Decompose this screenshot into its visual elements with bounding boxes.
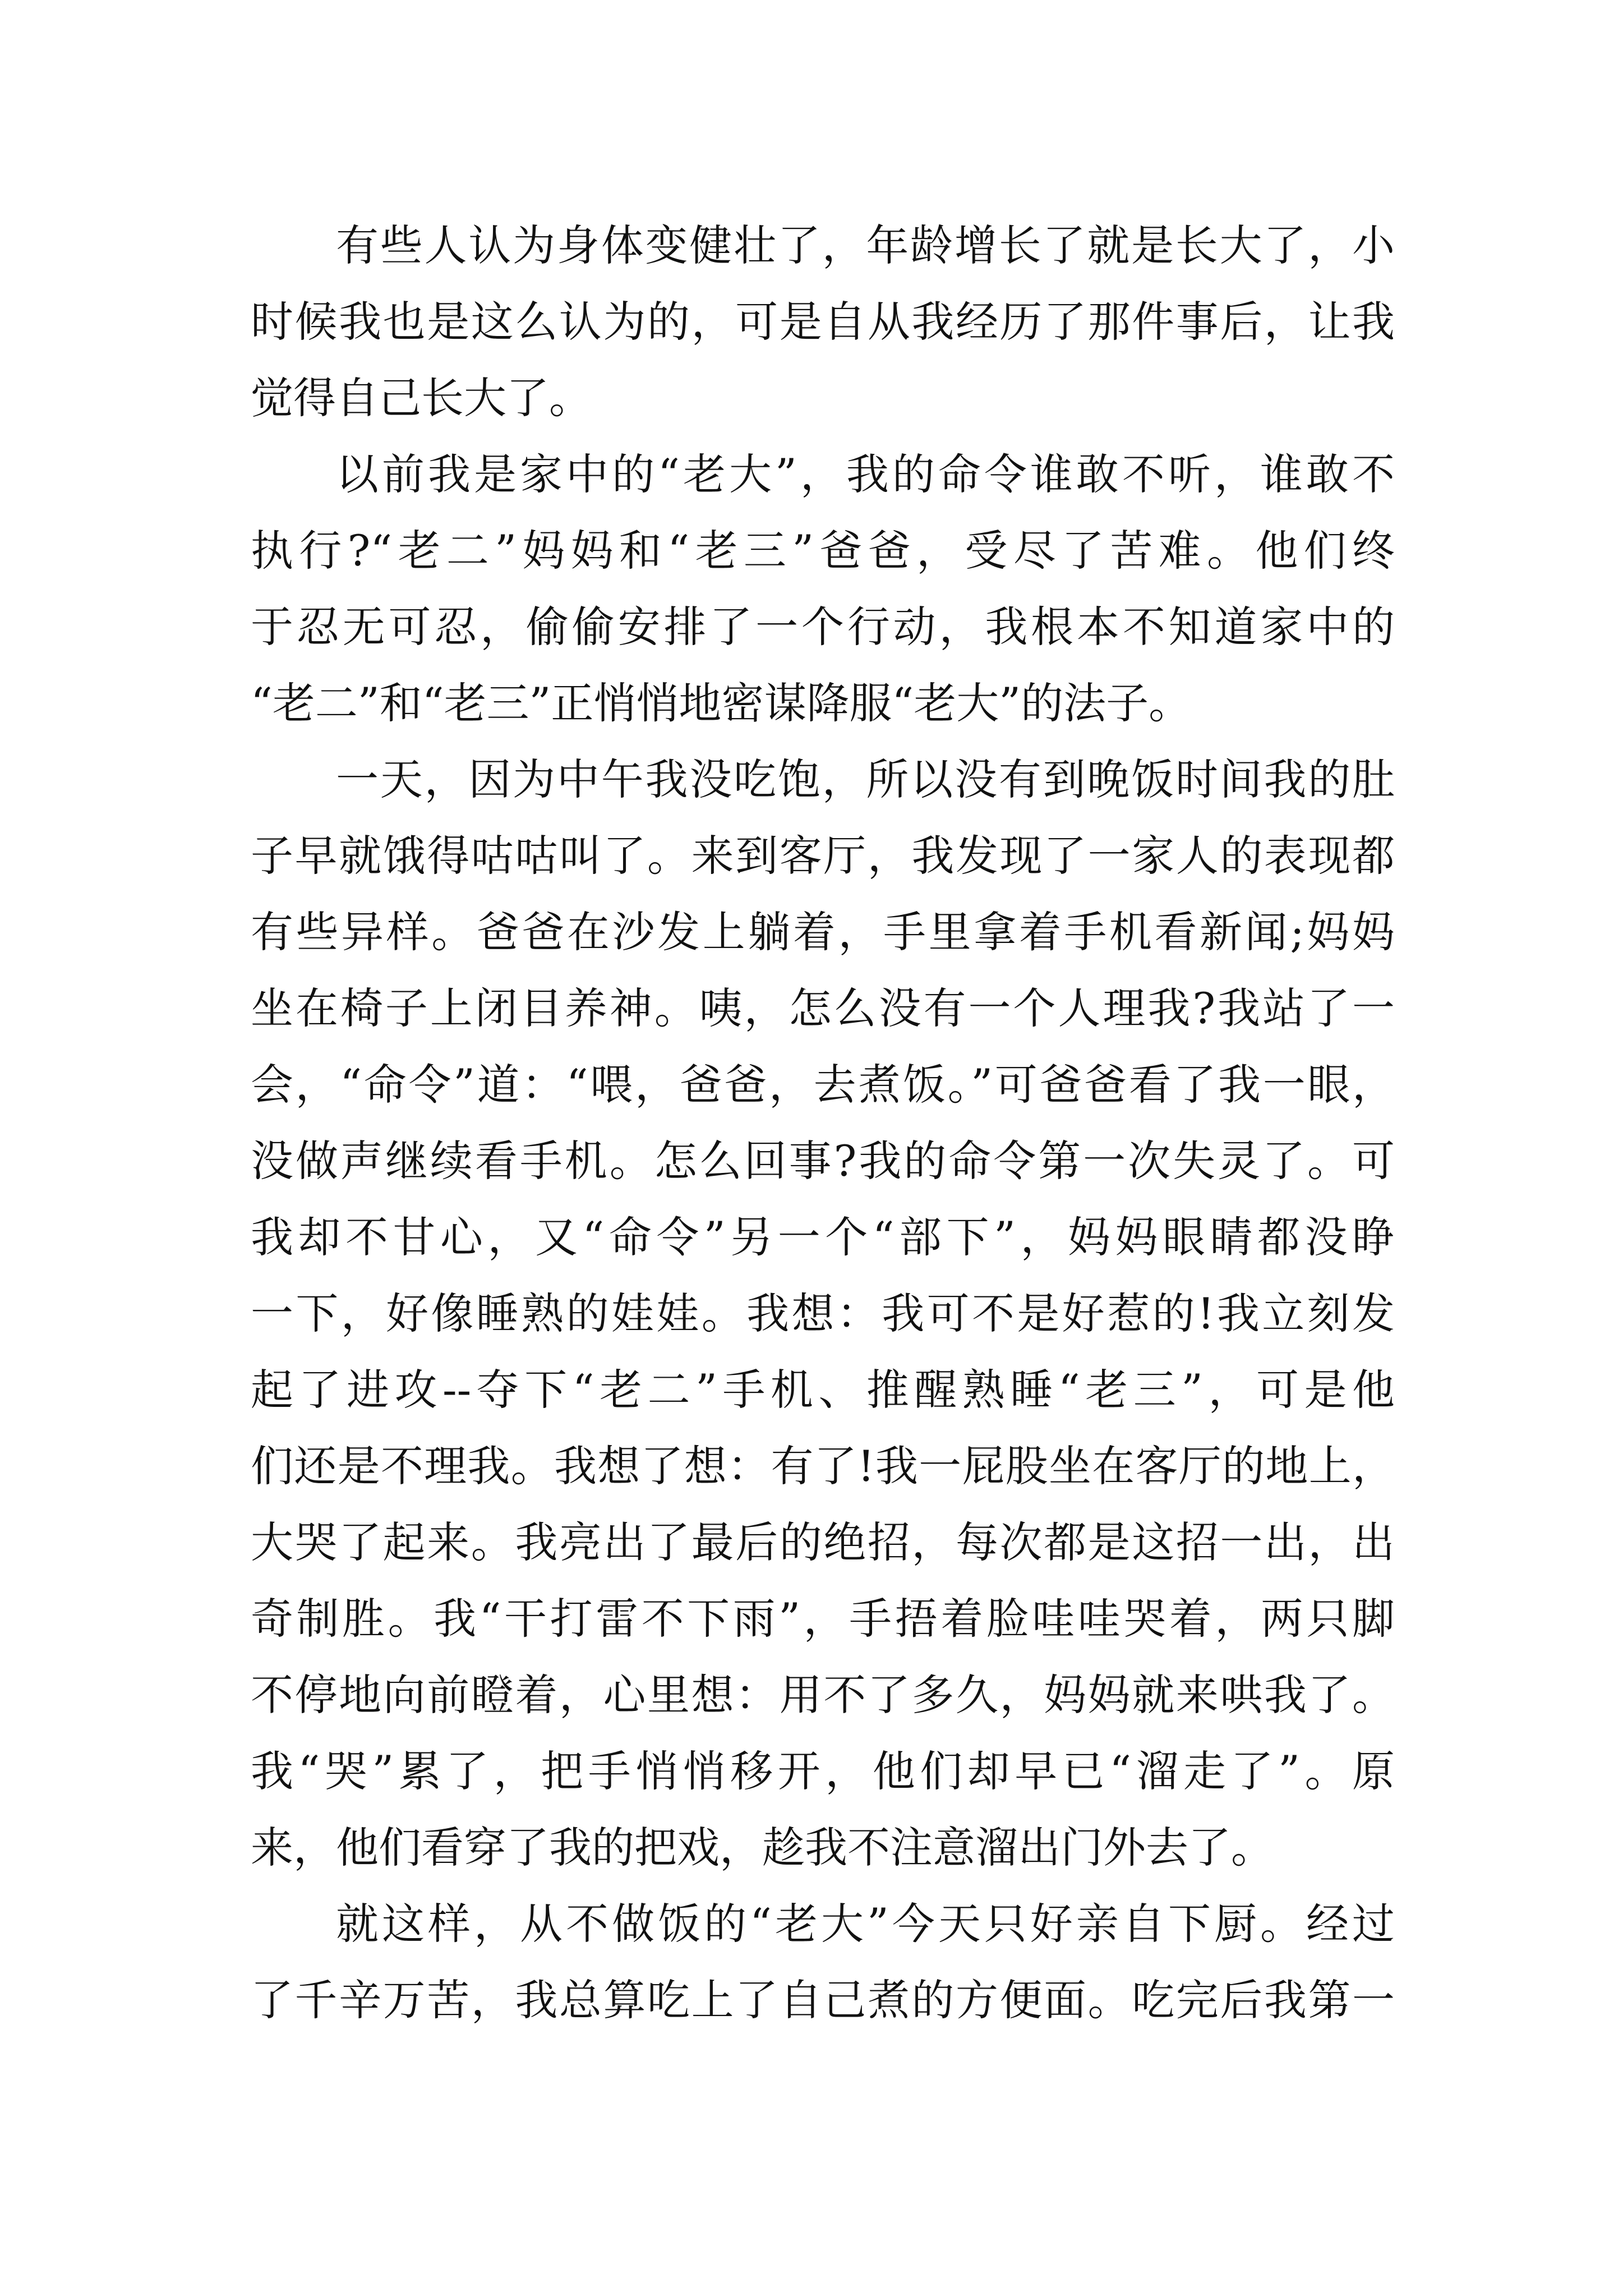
paragraph — [251, 436, 1395, 742]
text-line: 来，他们看穿了我的把戏，趁我不注意溜出门外去了。 — [251, 1823, 1274, 1872]
text-line: 就这样，从不做饭的“老大”今天只好亲自下厨。经过 — [336, 1899, 1395, 1949]
text-line: 坐在椅子上闭目养神。咦，怎么没有一个人理我?我站了一 — [251, 983, 1395, 1033]
text-line: 们还是不理我。我想了想：有了!我一屁股坐在客厅的地上， — [251, 1441, 1395, 1491]
text-line: 以前我是家中的“老大”，我的命令谁敢不听，谁敢不 — [336, 449, 1395, 499]
text-line: 奇制胜。我“干打雷不下雨”，手捂着脸哇哇哭着，两只脚 — [251, 1594, 1395, 1644]
text-line: 我却不甘心，又“命令”另一个“部下”，妈妈眼睛都没睁 — [251, 1212, 1395, 1262]
text-line: 大哭了起来。我亮出了最后的绝招，每次都是这招一出，出 — [251, 1517, 1395, 1567]
text-line: 我“哭”累了，把手悄悄移开，他们却早已“溜走了”。原 — [251, 1746, 1395, 1796]
text-line: 起了进攻--夺下“老二”手机、推醒熟睡“老三”，可是他 — [251, 1365, 1395, 1415]
text-line: 觉得自己长大了。 — [251, 373, 592, 423]
text-line: 一天，因为中午我没吃饱，所以没有到晚饭时间我的肚 — [336, 754, 1395, 804]
paragraph — [251, 208, 1395, 436]
text-line: 没做声继续看手机。怎么回事?我的命令第一次失灵了。可 — [251, 1136, 1395, 1186]
essay-body — [251, 208, 1395, 2039]
text-line: 会，“命令”道：“喂，爸爸，去煮饭。”可爸爸看了我一眼， — [251, 1060, 1395, 1110]
paragraph — [251, 1886, 1395, 2039]
text-line: 了千辛万苦，我总算吃上了自己煮的方便面。吃完后我第一 — [251, 1975, 1395, 2025]
text-line: 有些异样。爸爸在沙发上躺着，手里拿着手机看新闻;妈妈 — [251, 907, 1395, 957]
text-line: 有些人认为身体变健壮了，年龄增长了就是长大了，小 — [336, 220, 1395, 270]
text-line: 一下，好像睡熟的娃娃。我想：我可不是好惹的!我立刻发 — [251, 1289, 1395, 1338]
text-line: “老二”和“老三”正悄悄地密谋降服“老大”的法子。 — [251, 678, 1192, 728]
text-line: 时候我也是这么认为的，可是自从我经历了那件事后，让我 — [251, 297, 1395, 347]
text-line: 执行?“老二”妈妈和“老三”爸爸，受尽了苦难。他们终 — [251, 526, 1395, 576]
text-line: 不停地向前瞪着，心里想：用不了多久，妈妈就来哄我了。 — [251, 1670, 1395, 1720]
text-line: 于忍无可忍，偷偷安排了一个行动，我根本不知道家中的 — [251, 602, 1395, 652]
text-line: 子早就饿得咕咕叫了。来到客厅，我发现了一家人的表现都 — [251, 831, 1395, 881]
paragraph — [251, 742, 1395, 1886]
